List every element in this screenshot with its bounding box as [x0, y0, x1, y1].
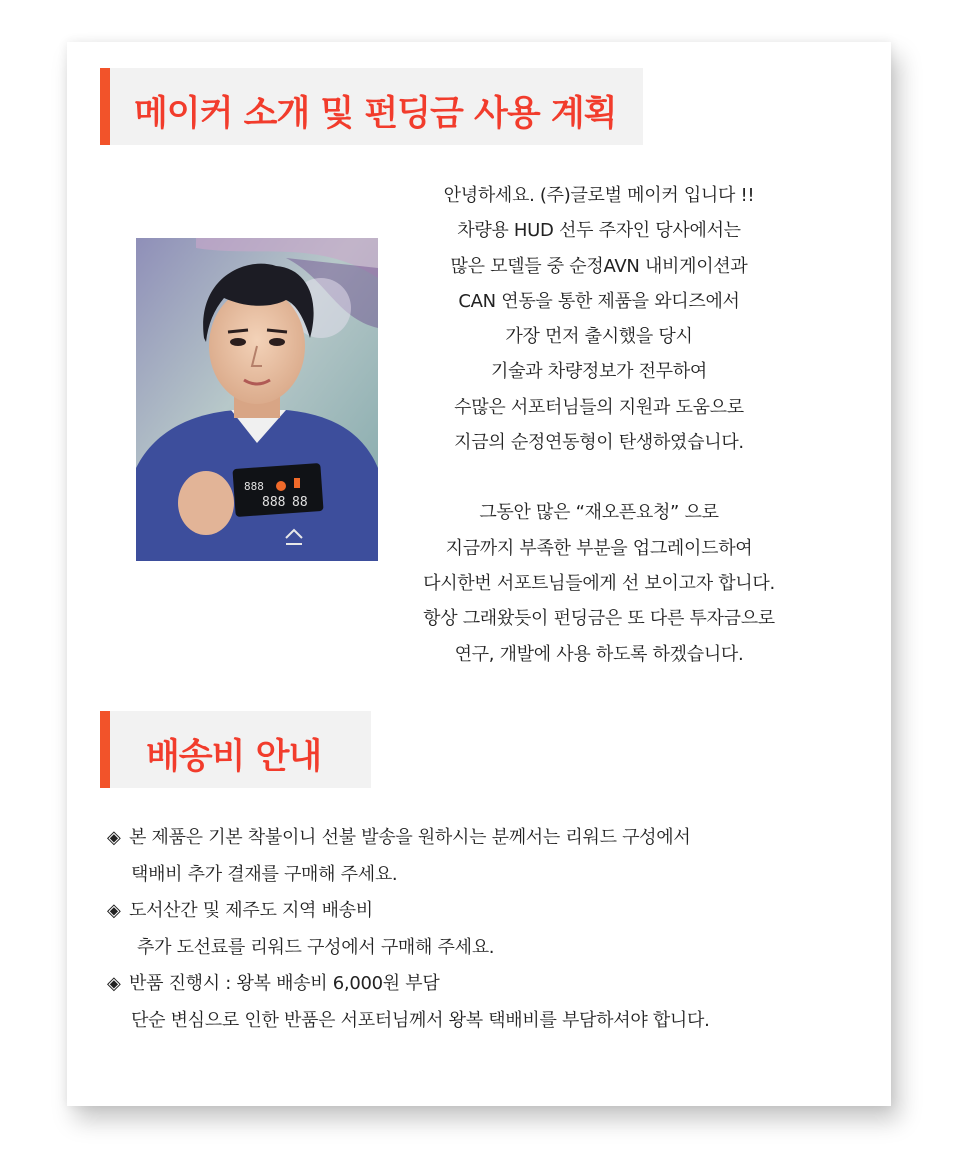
- intro-line: 지금의 순정연동형이 탄생하였습니다.: [454, 432, 744, 454]
- shipping-item-text: 반품 진행시 : 왕복 배송비 6,000원 부담: [129, 973, 440, 994]
- intro-line: 연구, 개발에 사용 하도록 하겠습니다.: [454, 643, 744, 665]
- shipping-item-detail: 택배비 추가 결재를 구매해 주세요.: [131, 863, 398, 885]
- accent-bar: [100, 711, 110, 788]
- intro-line: 가장 먼저 출시했을 당시: [505, 326, 693, 348]
- device-display-right: 88: [292, 495, 308, 510]
- intro-line: CAN 연동을 통한 제품을 와디즈에서: [458, 290, 740, 312]
- section-title: 메이커 소개 및 펀딩금 사용 계획: [134, 94, 617, 134]
- shipping-item-text: 본 제품은 기본 착불이니 선불 발송을 원하시는 분께서는 리워드 구성에서: [129, 827, 691, 848]
- section-header-maker-intro: [100, 68, 643, 145]
- intro-line: 수많은 서포터님들의 지원과 도움으로: [454, 396, 744, 418]
- intro-line: 그동안 많은 “재오픈요청” 으로: [479, 502, 719, 524]
- section-title: 배송비 안내: [146, 737, 322, 777]
- maker-intro-text: [386, 178, 812, 672]
- paragraph-gap: [386, 460, 812, 495]
- shipping-item: [107, 820, 827, 857]
- shipping-item-text: 도서산간 및 제주도 지역 배송비: [129, 900, 373, 921]
- intro-line: 항상 그래왔듯이 펀딩금은 또 다른 투자금으로: [423, 608, 775, 630]
- intro-line: 안녕하세요. (주)글로벌 메이커 입니다 !!: [443, 185, 755, 206]
- intro-line: 많은 모델들 중 순정AVN 내비게이션과: [450, 255, 748, 277]
- device-display-bottom: 888: [262, 495, 286, 510]
- intro-line: 지금까지 부족한 부분을 업그레이드하여: [445, 537, 753, 559]
- intro-line: 기술과 차량정보가 전무하여: [491, 361, 707, 383]
- diamond-bullet-icon: ◈: [107, 973, 121, 994]
- shipping-item: [107, 966, 827, 1003]
- diamond-bullet-icon: ◈: [107, 900, 121, 921]
- section-header-shipping: [100, 711, 371, 788]
- shipping-item-detail: 단순 변심으로 인한 반품은 서포터님께서 왕복 택배비를 부담하셔야 합니다.: [131, 1009, 710, 1031]
- intro-line: 차량용 HUD 선두 주자인 당사에서는: [457, 220, 741, 242]
- intro-line: 다시한번 서포트님들에게 선 보이고자 합니다.: [423, 572, 775, 594]
- shipping-item-detail: 추가 도선료를 리워드 구성에서 구매해 주세요.: [137, 936, 495, 958]
- accent-bar: [100, 68, 110, 145]
- diamond-bullet-icon: ◈: [107, 827, 121, 848]
- shipping-item: [107, 893, 827, 930]
- maker-photo: [136, 238, 378, 561]
- device-display-top: 888: [244, 480, 264, 493]
- shipping-info: [107, 820, 827, 1039]
